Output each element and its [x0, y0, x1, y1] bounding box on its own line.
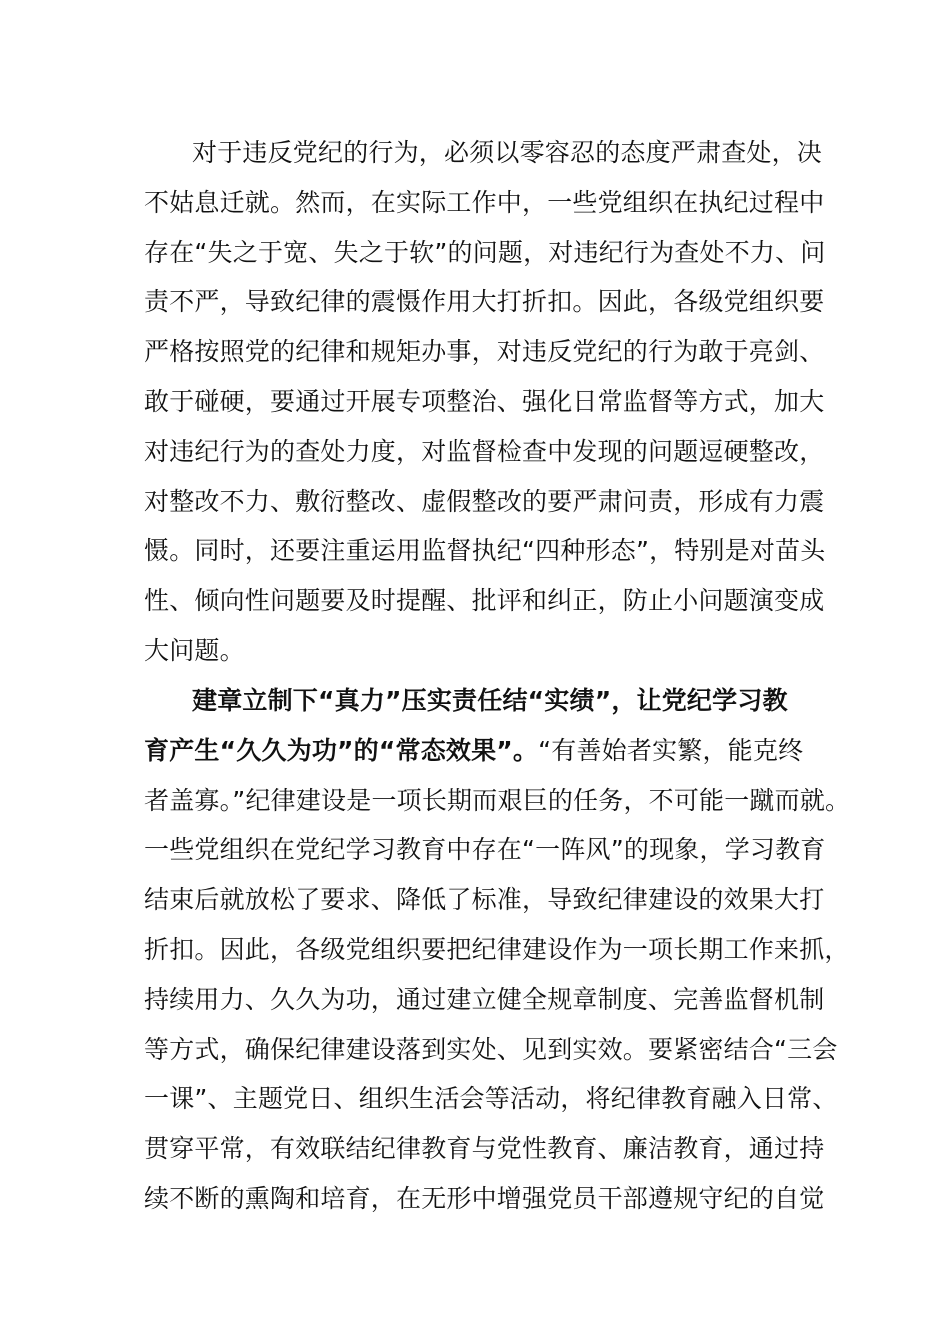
- text-line: 大问题。: [144, 635, 245, 665]
- text-line: 对于违反党纪的行为，必须以零容忍的态度严肃查处，决: [192, 138, 823, 167]
- mixed-heading-line: [144, 726, 814, 776]
- text-line: 慑。同时，还要注重运用监督执纪“四种形态”，特别是对苗头: [144, 536, 826, 566]
- text-line: 敢于碰硬，要通过开展专项整治、强化日常监督等方式，加大: [144, 386, 825, 416]
- text-line: 贯穿平常，有效联结纪律教育与党性教育、廉洁教育，通过持: [144, 1134, 825, 1164]
- text-line: 折扣。因此，各级党组织要把纪律建设作为一项长期工作来抓，: [144, 934, 850, 964]
- text-line: 严格按照党的纪律和规矩办事，对违反党纪的行为敢于亮剑、: [144, 337, 825, 367]
- section-heading-fragment: 育产生“久久为功”的“常态效果”。: [144, 735, 539, 765]
- paragraph-discipline-enforcement: [144, 128, 826, 676]
- text-line: 对整改不力、敷衍整改、虚假整改的要严肃问责，形成有力震: [144, 486, 825, 516]
- text-line: 一课”、主题党日、组织生活会等活动，将纪律教育融入日常、: [144, 1084, 838, 1114]
- section-heading-line: 建章立制下“真力”压实责任结“实绩”，让党纪学习教: [192, 686, 788, 715]
- text-line: 存在“失之于宽、失之于软”的问题，对违纪行为查处不力、问: [144, 237, 826, 267]
- text-line: 性、倾向性问题要及时提醒、批评和纠正，防止小问题演变成: [144, 586, 825, 616]
- text-line: 结束后就放松了要求、降低了标准，导致纪律建设的效果大打: [144, 885, 825, 915]
- text-line: 持续用力、久久为功，通过建立健全规章制度、完善监督机制: [144, 984, 825, 1014]
- text-line: 等方式，确保纪律建设落到实处、见到实效。要紧密结合“三会: [144, 1034, 838, 1064]
- text-line: 一些党组织在党纪学习教育中存在“一阵风”的现象，学习教育: [144, 835, 826, 865]
- quote-fragment: “有善始者实繁，能克终: [538, 735, 804, 765]
- text-line: 不姑息迁就。然而，在实际工作中，一些党组织在执纪过程中: [144, 187, 825, 217]
- text-line: 责不严，导致纪律的震慑作用大打折扣。因此，各级党组织要: [144, 287, 825, 317]
- paragraph-system-building: [144, 676, 851, 1224]
- text-line: 对违纪行为的查处力度，对监督检查中发现的问题逗硬整改，: [144, 436, 825, 466]
- text-line: 者盖寡。”纪律建设是一项长期而艰巨的任务，不可能一蹴而就。: [144, 785, 851, 815]
- text-line: 续不断的熏陶和培育，在无形中增强党员干部遵规守纪的自觉: [144, 1183, 825, 1213]
